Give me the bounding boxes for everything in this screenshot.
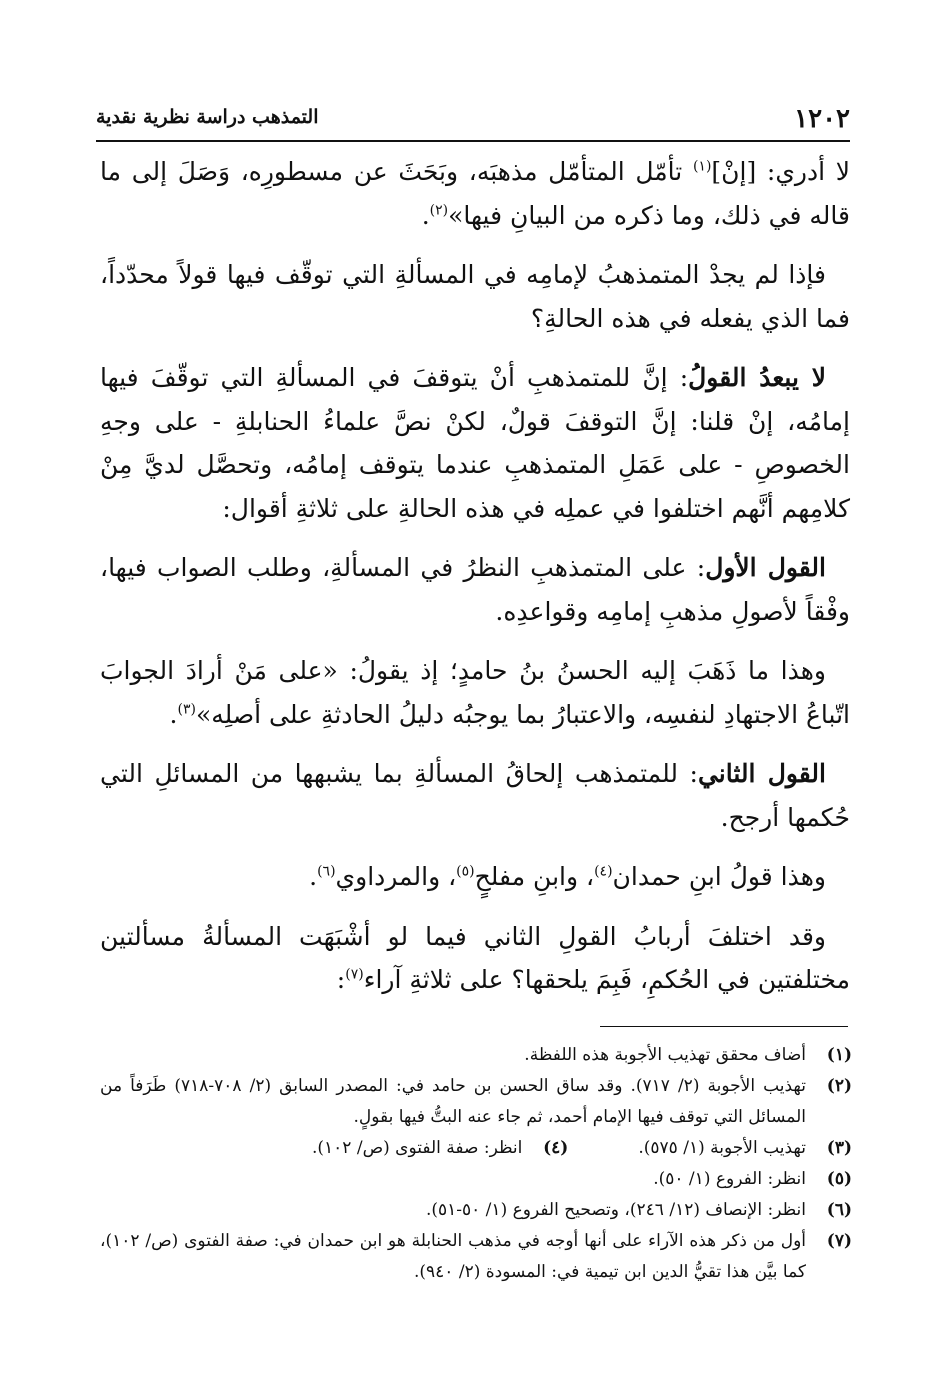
paragraph-text: : على المتمذهبِ النظرُ في المسألةِ، وطلب الصواب فيها، وفْقاً لأصولِ مذهبِ إمامِه وقواعدِه. bbox=[100, 553, 850, 626]
footnote-reference: (٧) bbox=[345, 966, 364, 983]
paragraph-4 bbox=[100, 546, 850, 633]
page-header bbox=[96, 104, 850, 142]
footnote-reference: (٥) bbox=[456, 863, 475, 880]
paragraph-2 bbox=[100, 253, 850, 340]
footnote-7 bbox=[100, 1226, 852, 1288]
footnote-number: (٦) bbox=[826, 1200, 852, 1220]
footnote-6 bbox=[100, 1195, 852, 1226]
running-title: التمذهب دراسة نظرية نقدية bbox=[96, 106, 319, 128]
footnote-number: (٢) bbox=[826, 1076, 852, 1096]
footnote-number: (٤) bbox=[543, 1138, 569, 1158]
footnote-number: (٥) bbox=[826, 1169, 852, 1189]
paragraph-8 bbox=[100, 915, 850, 1002]
paragraph-text: ، والمرداوي bbox=[335, 862, 457, 891]
paragraph-text: فإذا لم يجدْ المتمذهبُ لإمامِه في المسألةِ التي توقّف فيها قولاً محدّداً، فما الذي يفعله في هذه الحالةِ؟ bbox=[100, 260, 850, 333]
footnote-separator bbox=[600, 1026, 848, 1027]
paragraph-5 bbox=[100, 649, 850, 736]
footnotes bbox=[100, 1040, 852, 1288]
footnote-row-3-4 bbox=[100, 1133, 852, 1164]
paragraph-text: . bbox=[421, 200, 430, 230]
paragraph-text: : للمتمذهب إلحاقُ المسألةِ بما يشبهها من المسائلِ التي حُكمها أرجح. bbox=[100, 759, 850, 832]
footnote-reference: (٣) bbox=[177, 701, 196, 718]
paragraph-lead: القول الأول bbox=[705, 553, 826, 582]
paragraph-3 bbox=[100, 356, 850, 530]
footnote-1 bbox=[100, 1040, 852, 1071]
footnote-number: (٧) bbox=[826, 1231, 852, 1251]
footnote-number: (١) bbox=[826, 1045, 852, 1065]
paragraph-text: : bbox=[336, 965, 346, 994]
footnote-text: انظر: الإنصاف (١٢/ ٢٤٦)، وتصحيح الفروع (١/ ٥٠-٥١). bbox=[425, 1200, 806, 1220]
paragraph-text: . bbox=[169, 699, 178, 729]
footnote-text: أول من ذكر هذه الآراء على أنها أوجه في مذهب الحنابلة هو ابن حمدان في: صفة الفتوى (ص/ ١٠٢)، كما بيَّن هذا تقيُّ الدين ابن تيمية في: المسودة (٢/ ٩٤٠). bbox=[100, 1231, 806, 1282]
paragraph-1 bbox=[100, 150, 850, 237]
footnote-2 bbox=[100, 1071, 852, 1133]
paragraph-text: وقد اختلفَ أربابُ القولِ الثاني فيما لو أشْبَهَت المسألةُ مسألتين مختلفتين في الحُكمِ، فَبِمَ يلحقها؟ على ثلاثةِ آراء bbox=[100, 921, 850, 994]
footnote-5 bbox=[100, 1164, 852, 1195]
footnote-text: انظر: الفروع (١/ ٥٠). bbox=[653, 1169, 806, 1189]
paragraph-text: ، وابنِ مفلحٍ bbox=[474, 862, 595, 891]
footnote-reference: (٦) bbox=[317, 863, 336, 880]
paragraph-text: وهذا ما ذَهَبَ إليه الحسنُ بنُ حامدٍ؛ إذ يقولُ: «على مَنْ أرادَ الجوابَ اتّباعُ الاجتهادِ لنفسِه، والاعتبارُ بما يوجبُه دليلُ الحادثةِ على أصلِه» bbox=[100, 656, 850, 729]
page-number: ١٢٠٢ bbox=[794, 104, 850, 134]
paragraph-text: لا أدري: [إنْ] bbox=[711, 157, 850, 186]
footnote-number: (٣) bbox=[826, 1138, 852, 1158]
footnote-3 bbox=[638, 1133, 852, 1164]
footnote-4 bbox=[312, 1133, 568, 1164]
footnote-text: انظر: صفة الفتوى (ص/ ١٠٢). bbox=[311, 1138, 523, 1158]
footnote-text: تهذيب الأجوبة (١/ ٥٧٥). bbox=[638, 1138, 806, 1158]
paragraph-lead: لا يبعدُ القولُ bbox=[688, 363, 827, 392]
paragraph-6 bbox=[100, 752, 850, 839]
paragraph-lead: القول الثاني bbox=[697, 759, 826, 788]
paragraph-7 bbox=[100, 855, 850, 899]
footnote-reference: (٢) bbox=[429, 202, 449, 219]
footnote-text: تهذيب الأجوبة (٢/ ٧١٧). وقد ساق الحسن بن حامد في: المصدر السابق (٢/ ٧٠٨-٧١٨) طَرَفاً من المسائل التي توقف فيها الإمام أحمد، ثم جاء عنه البتُّ فيها بقولٍ. bbox=[100, 1076, 806, 1127]
paragraph-text: : إنَّ للمتمذهبِ أنْ يتوقفَ في المسألةِ التي توقّفَ فيها إمامُه، إنْ قلنا: إنَّ التوقفَ قولٌ، لكنْ نصَّ علماءُ الحنابلةِ - على وجهِ الخصوصِ - على عَمَلِ المتمذهبِ عندما يتوقف إمامُه، وتحصَّل لديَّ مِنْ كلامِهم أنَّهم اختلفوا في عملِه في هذه الحالةِ على ثلاثةِ أقوال: bbox=[100, 363, 850, 523]
footnote-reference: (٤) bbox=[594, 863, 613, 880]
paragraph-text: تأمّل المتأمّل مذهبَه، وبَحَثَ عن مسطورِه، وَصَلَ إلى ما قاله في ذلك، وما ذكره من البيانِ فيها» bbox=[100, 157, 850, 230]
paragraph-text: . bbox=[309, 862, 318, 891]
main-text bbox=[100, 150, 850, 1018]
paragraph-text: وهذا قولُ ابنِ حمدان bbox=[612, 862, 826, 891]
footnote-text: أضاف محقق تهذيب الأجوبة هذه اللفظة. bbox=[524, 1045, 806, 1065]
footnote-reference: (١) bbox=[692, 158, 712, 175]
